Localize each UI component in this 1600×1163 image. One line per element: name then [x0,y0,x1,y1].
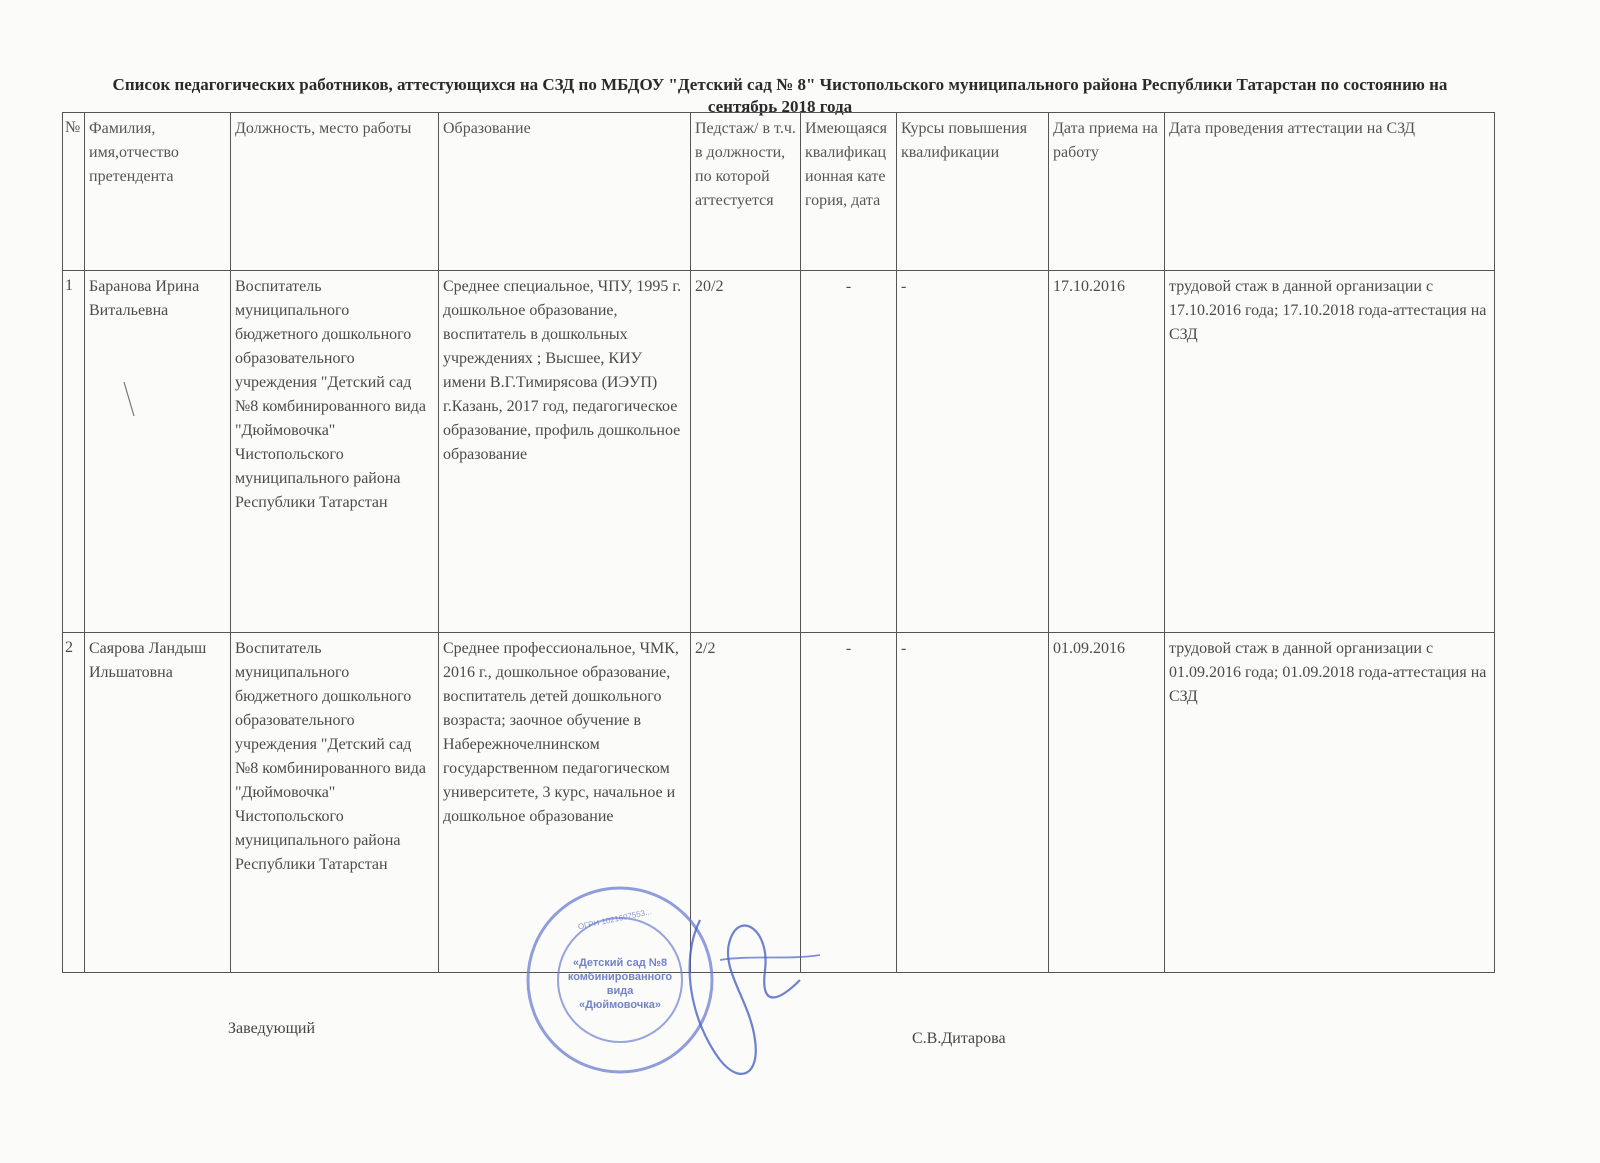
table-row [63,271,1495,633]
director-name: С.В.Дитарова [912,1030,1006,1047]
row-education: Среднее специальное, ЧПУ, 1995 г. дошкольное образование, воспитатель в дошкольных учреждениях ; Высшее, КИУ имени В.Г.Тимирясова (ИЭУП) г.Казань, 2017 год, педагогическое образование, профиль дошкольное образование [439,271,691,633]
row-education: Среднее профессиональное, ЧМК, 2016 г., дошкольное образование, воспитатель детей дошкольного возраста; заочное обучение в Набережночелнинском государственном педагогическом университете, 3 курс, начальное и дошкольное образование [439,633,691,973]
document-title: Список педагогических работников, аттестующихся на СЗД по МБДОУ "Детский сад № 8" Чистопольского муниципального района Республики Татарстан по состоянию на сентябрь 2018 года [112,75,1448,116]
header-name: Фамилия, имя,отчество претендента [85,113,231,271]
row-name: Саярова Ландыш Ильшатовна [85,633,231,973]
header-attestation: Дата проведения аттестации на СЗД [1165,113,1495,271]
header-education: Образование [439,113,691,271]
svg-text:ОГРН 1021607553...: ОГРН 1021607553... [577,907,653,932]
row-attestation: трудовой стаж в данной организации с 17.10.2016 года; 17.10.2018 года-аттестация на СЗД [1165,271,1495,633]
header-position: Должность, место работы [231,113,439,271]
svg-text:«Дюймовочка»: «Дюймовочка» [578,999,662,1011]
director-title: Заведующий [228,1020,316,1037]
row-attestation: трудовой стаж в данной организации с 01.09.2016 года; 01.09.2018 года-аттестация на СЗД [1165,633,1495,973]
header-category: Имеющаяся квалификационная категория, дата [801,113,897,271]
row-number: 1 [63,271,85,633]
row-courses: - [897,633,1049,973]
svg-text:комбинированного: комбинированного [567,971,673,983]
pencil-mark [120,380,140,420]
header-number: № [63,113,85,271]
row-category: - [801,271,897,633]
row-number: 2 [63,633,85,973]
header-courses: Курсы повышения квалификации [897,113,1049,271]
row-hire-date: 01.09.2016 [1049,633,1165,973]
row-hire-date: 17.10.2016 [1049,271,1165,633]
header-experience: Педстаж/ в т.ч. в должности, по которой аттестуется [691,113,801,271]
row-name: Баранова Ирина Витальевна [85,271,231,633]
svg-text:вида: вида [606,985,634,997]
row-position: Воспитатель муниципального бюджетного дошкольного образовательного учреждения "Детский сад №8 комбинированного вида "Дюймовочка" Чистопольского муниципального района Республики Татарстан [231,633,439,973]
row-category: - [801,633,897,973]
signature [660,900,830,1090]
attestation-table [62,112,1495,973]
header-hire-date: Дата приема на работу [1049,113,1165,271]
svg-text:«Детский сад №8: «Детский сад №8 [572,957,668,969]
row-courses: - [897,271,1049,633]
row-experience: 2/2 [691,633,801,973]
row-experience: 20/2 [691,271,801,633]
table-header-row [63,113,1495,271]
row-position: Воспитатель муниципального бюджетного дошкольного образовательного учреждения "Детский сад №8 комбинированного вида "Дюймовочка" Чистопольского муниципального района Республики Татарстан [231,271,439,633]
